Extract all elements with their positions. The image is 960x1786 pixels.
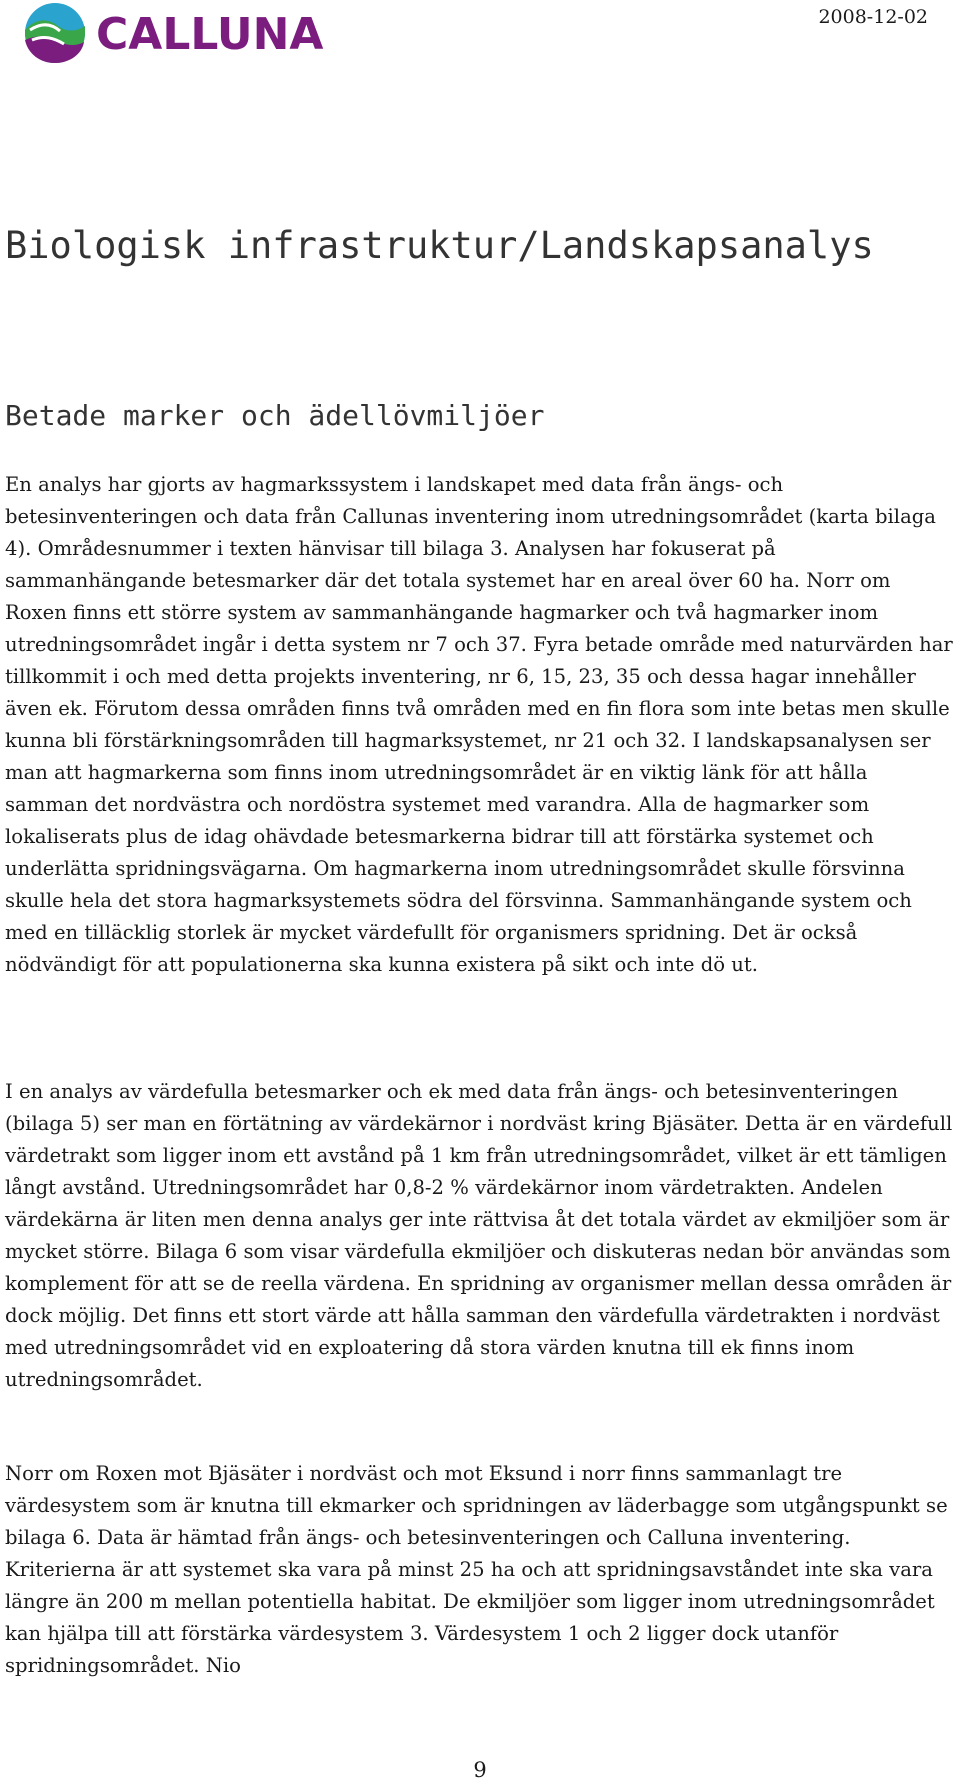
body-paragraph-1: En analys har gjorts av hagmarkssystem i landskapet med data från ängs- och betesinventeringen och data från Callunas inventering inom utredningsområdet (karta bilaga 4). Områdesnummer i texten hänvisar till bilaga 3. Analysen har fokuserat på sammanhängande betesmarker där det totala systemet har en areal över 60 ha. Norr om Roxen finns ett större system av sammanhängande hagmarker och två hagmarker inom utredningsområdet ingår i detta system nr 7 och 37. Fyra betade område med naturvärden har tillkommit i och med detta projekts inventering, nr 6, 15, 23, 35 och dessa hagar innehåller även ek. Förutom dessa områden finns två områden med en fin flora som inte betas men skulle kunna bli förstärkningsområden till hagmarksystemet, nr 21 och 32. I landskapsanalysen ser man att hagmarkerna som finns inom utredningsområdet är en viktig länk för att hålla samman det nordvästra och nordöstra systemet med varandra. Alla de hagmarker som lokaliserats plus de idag ohävdade betesmarkerna bidrar till att förstärka systemet och underlätta spridningsvägarna. Om hagmarkerna inom utredningsområdet skulle försvinna skulle hela det stora hagmarksystemets södra del försvinna. Sammanhängande system och med en tilläcklig storlek är mycket värdefullt för organismers spridning. Det är också nödvändigt för att populationerna ska kunna existera på sikt och inte dö ut. bbox=[5, 473, 953, 976]
calluna-logo bbox=[22, 0, 324, 68]
body-paragraph-2: I en analys av värdefulla betesmarker och ek med data från ängs- och betesinventeringen (bilaga 5) ser man en förtätning av värdekärnor i nordväst kring Bjäsäter. Detta är en värdefull värdetrakt som ligger inom ett avstånd på 1 km från utredningsområdet, vilket är ett tämligen långt avstånd. Utredningsområdet har 0,8-2 % värdekärnor inom värdetrakten. Andelen värdekärna är liten men denna analys ger inte rättvisa åt det totala värdet av ekmiljöer som är mycket större. Bilaga 6 som visar värdefulla ekmiljöer och diskuteras nedan bör användas som komplement för att se de reella värdena. En spridning av organismer mellan dessa områden är dock möjlig. Det finns ett stort värde att hålla samman den värdefulla värdetrakten i nordväst med utredningsområdet vid en exploatering då stora värden knutna till ek finns inom utredningsområdet. bbox=[5, 1080, 953, 1391]
document-date: 2008-12-02 bbox=[818, 6, 928, 28]
section-title: Biologisk infrastruktur/Landskapsanalys bbox=[5, 224, 874, 267]
logo-wordmark: CALLUNA bbox=[96, 9, 324, 60]
page-number: 9 bbox=[473, 1758, 487, 1782]
section-subtitle: Betade marker och ädellövmiljöer bbox=[5, 399, 545, 432]
page-header bbox=[0, 0, 960, 70]
calluna-logo-mark-icon bbox=[22, 0, 88, 66]
body-paragraph-3: Norr om Roxen mot Bjäsäter i nordväst och mot Eksund i norr finns sammanlagt tre värdesystem som är knutna till ekmarker och spridningen av läderbagge som utgångspunkt se bilaga 6. Data är hämtad från ängs- och betesinventeringen och Calluna inventering. Kriterierna är att systemet ska vara på minst 25 ha och att spridningsavståndet inte ska vara längre än 200 m mellan potentiella habitat. De ekmiljöer som ligger inom utredningsområdet kan hjälpa till att förstärka värdesystem 3. Värdesystem 1 och 2 ligger dock utanför spridningsområdet. Nio bbox=[5, 1462, 948, 1677]
